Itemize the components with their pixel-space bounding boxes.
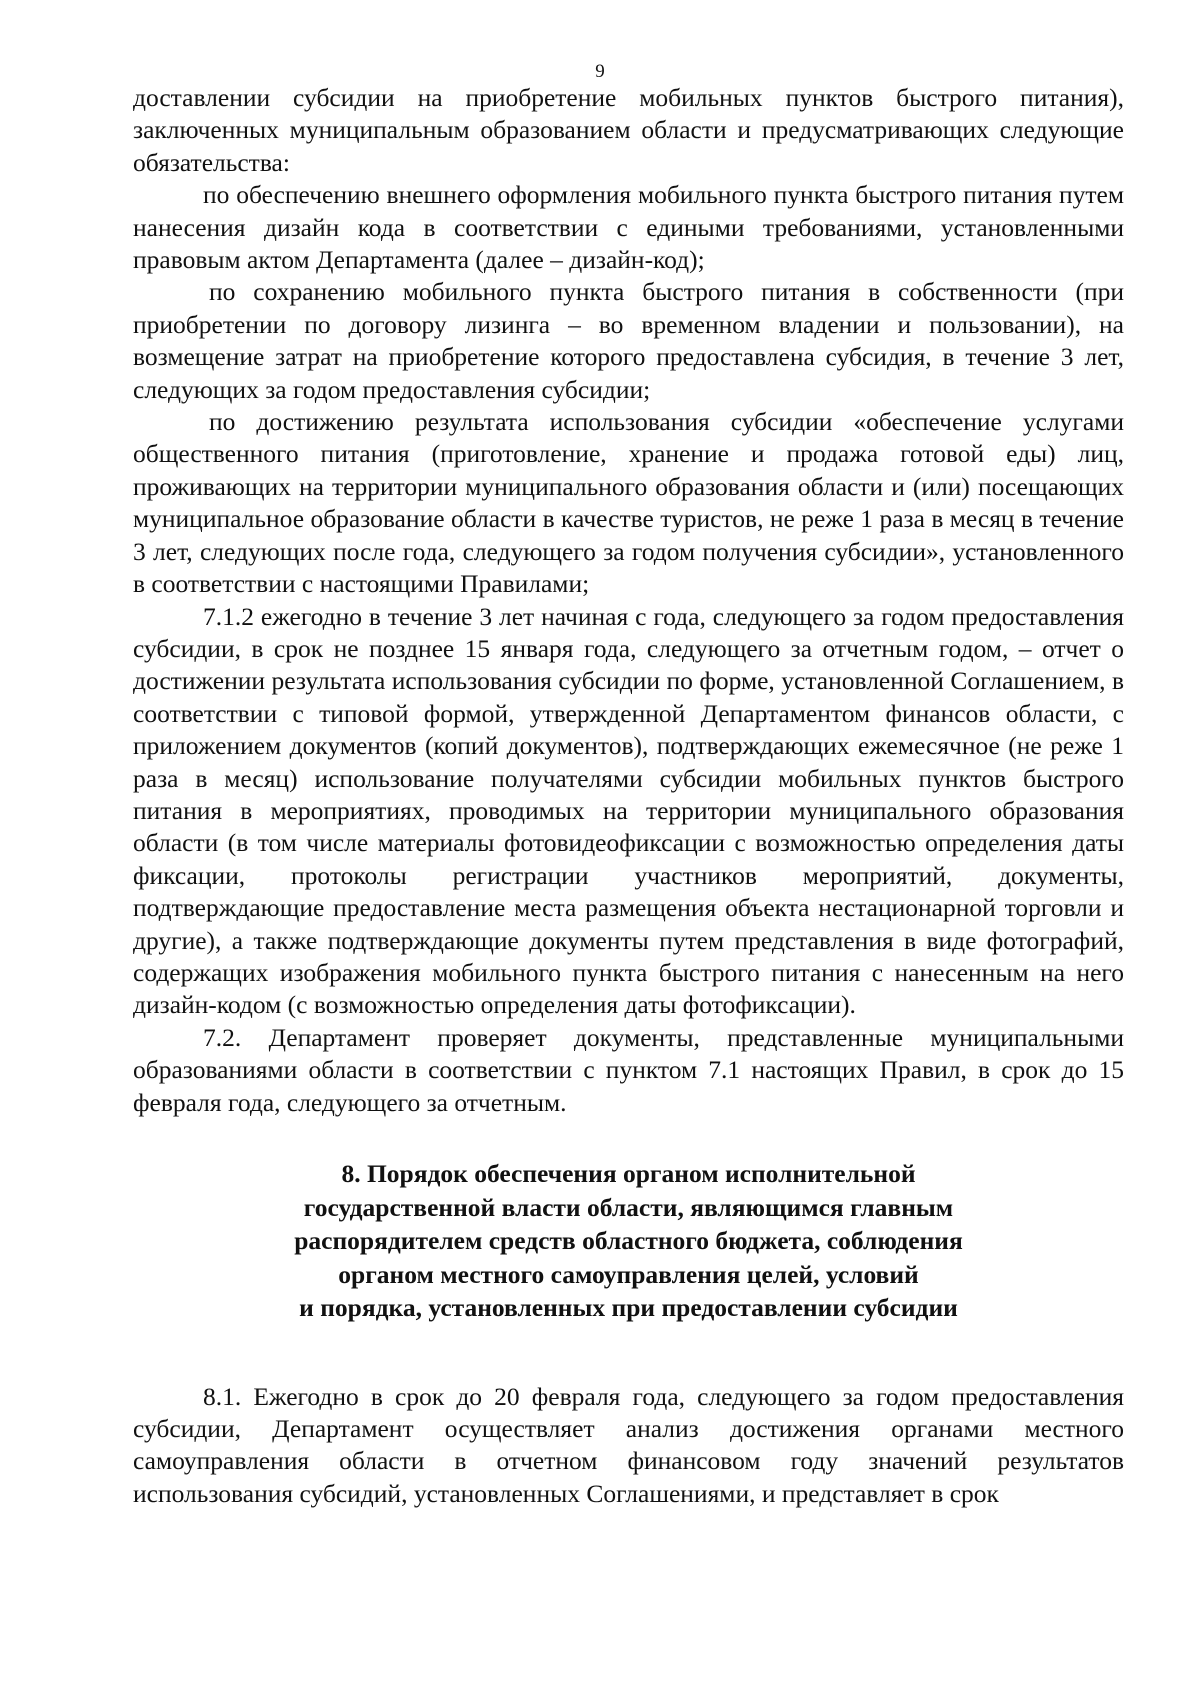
heading-line: органом местного самоуправления целей, условий bbox=[338, 1259, 919, 1289]
heading-line: 8. Порядок обеспечения органом исполнительной bbox=[341, 1159, 916, 1188]
paragraph-8-1: 8.1. Ежегодно в срок до 20 февраля года, следующего за годом предоставления субсидии, Департамент осуществляет анализ достижения органами местного самоуправления области в отчетном финансовом году значений результатов использования субсидий, установленных Соглашениями, и представляет в срок bbox=[133, 1381, 1124, 1508]
heading-line: и порядка, установленных при предоставлении субсидии bbox=[299, 1293, 958, 1322]
paragraph-7-1-2: 7.1.2 ежегодно в течение 3 лет начиная с года, следующего за годом предоставления субсидии, в срок не позднее 15 января года, следующего за отчетным годом, – отчет о достижении результата использования субсидии по форме, установленной Соглашением, в соответствии с типовой формой, утвержденной Департаментом финансов области, с приложением документов (копий документов), подтверждающих ежемесячное (не реже 1 раза в месяц) использование получателями субсидии мобильных пунктов быстрого питания в мероприятиях, проводимых на территории муниципального образования области (в том числе материалы фотовидеофиксации с возможностью определения даты фиксации, протоколы регистрации участников мероприятий, документы, подтверждающие предоставление места размещения объекта нестационарной торговли и другие), а также подтверждающие документы путем представления в виде фотографий, содержащих изображения мобильного пункта быстрого питания с нанесенным на него дизайн-кодом (с возможностью определения даты фотофиксации). bbox=[133, 601, 1124, 1020]
page-number: 9 bbox=[595, 61, 605, 82]
section-8-heading bbox=[133, 1157, 1124, 1325]
heading-line: государственной власти области, являющимся главным bbox=[303, 1192, 954, 1222]
paragraph-result: по достижению результата использования субсидии «обеспечение услугами общественного питания (приготовление, хранение и продажа готовой еды) лиц, проживающих на территории муниципального образования области и (или) посещающих муниципальное образование области в качестве туристов, не реже 1 раза в месяц в течение 3 лет, следующих после года, следующего за годом получения субсидии», установленного в соответствии с настоящими Правилами; bbox=[133, 407, 1124, 599]
document-body bbox=[133, 82, 1124, 1510]
heading-line: распорядителем средств областного бюджета, соблюдения bbox=[294, 1226, 963, 1255]
paragraph-design-code: по обеспечению внешнего оформления мобильного пункта быстрого питания путем нанесения дизайн кода в соответствии с едиными требованиями, установленными правовым актом Департамента (далее – дизайн-код); bbox=[133, 180, 1124, 275]
paragraph-ownership: по сохранению мобильного пункта быстрого питания в собственности (при приобретении по договору лизинга – во временном владении и пользовании), на возмещение затрат на приобретение которого предоставлена субсидия, в течение 3 лет, следующих за годом предоставления субсидии; bbox=[133, 277, 1124, 404]
paragraph-continuation: доставлении субсидии на приобретение мобильных пунктов быстрого питания), заключенных муниципальным образованием области и предусматривающих следующие обязательства: bbox=[133, 83, 1124, 177]
paragraph-7-2: 7.2. Департамент проверяет документы, представленные муниципальными образованиями области в соответствии с пунктом 7.1 настоящих Правил, в срок до 15 февраля года, следующего за отчетным. bbox=[133, 1022, 1124, 1117]
